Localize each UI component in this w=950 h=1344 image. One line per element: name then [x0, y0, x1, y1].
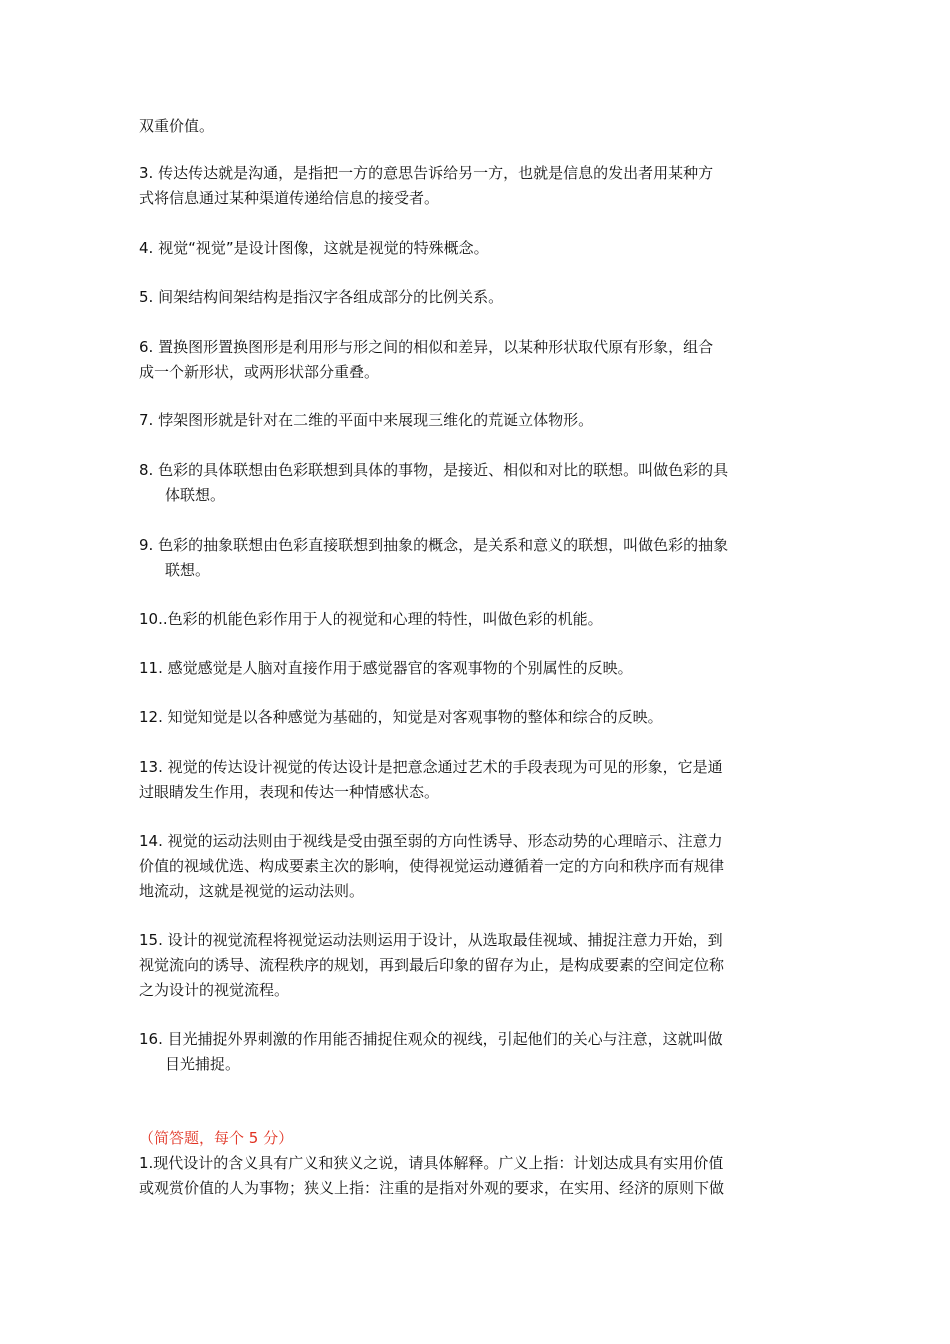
text-line: 9. 色彩的抽象联想由色彩直接联想到抽象的概念，是关系和意义的联想，叫做色彩的抽象 — [139, 536, 729, 554]
text-line: 13. 视觉的传达设计视觉的传达设计是把意念通过艺术的手段表现为可见的形象，它是通 — [139, 758, 723, 776]
text-line: 过眼睛发生作用，表现和传达一种情感状态。 — [139, 783, 440, 801]
text-line: 3. 传达传达就是沟通，是指把一方的意思告诉给另一方，也就是信息的发出者用某种方 — [139, 164, 714, 182]
text-line: 之为设计的视觉流程。 — [139, 981, 290, 999]
text-line: 地流动，这就是视觉的运动法则。 — [139, 882, 365, 900]
text-line: 14. 视觉的运动法则由于视线是受由强至弱的方向性诱导、形态动势的心理暗示、注意力 — [139, 832, 723, 850]
text-line: 12. 知觉知觉是以各种感觉为基础的，知觉是对客观事物的整体和综合的反映。 — [139, 708, 663, 726]
text-line: 6. 置换图形置换图形是利用形与形之间的相似和差异，以某种形状取代原有形象，组合 — [139, 338, 714, 356]
text-line: 或观赏价值的人为事物；狭义上指：注重的是指对外观的要求，在实用、经济的原则下做 — [139, 1179, 725, 1197]
text-line: 15. 设计的视觉流程将视觉运动法则运用于设计，从选取最佳视域、捕捉注意力开始，到 — [139, 931, 723, 949]
text-line: 7. 悖架图形就是针对在二维的平面中来展现三维化的荒诞立体物形。 — [139, 411, 594, 429]
text-line: 式将信息通过某种渠道传递给信息的接受者。 — [139, 189, 440, 207]
text-line: 视觉流向的诱导、流程秩序的规划，再到最后印象的留存为止，是构成要素的空间定位称 — [139, 956, 725, 974]
text-line: 成一个新形状，或两形状部分重叠。 — [139, 363, 380, 381]
text-line: 联想。 — [165, 561, 211, 579]
text-line: 目光捕捉。 — [165, 1055, 241, 1073]
text-line: 5. 间架结构间架结构是指汉字各组成部分的比例关系。 — [139, 288, 504, 306]
text-line: 价值的视域优选、构成要素主次的影响，使得视觉运动遵循着一定的方向和秩序而有规律 — [139, 857, 725, 875]
text-line: 11. 感觉感觉是人脑对直接作用于感觉器官的客观事物的个别属性的反映。 — [139, 659, 633, 677]
text-line: 体联想。 — [165, 486, 226, 504]
text-line: 10..色彩的机能色彩作用于人的视觉和心理的特性，叫做色彩的机能。 — [139, 610, 603, 628]
text-line: 8. 色彩的具体联想由色彩联想到具体的事物，是接近、相似和对比的联想。叫做色彩的具 — [139, 461, 729, 479]
text-line: 4. 视觉“视觉”是设计图像，这就是视觉的特殊概念。 — [139, 239, 489, 257]
text-line: 1.现代设计的含义具有广义和狭义之说，请具体解释。广义上指：计划达成具有实用价值 — [139, 1154, 724, 1172]
text-line: 16. 目光捕捉外界刺激的作用能否捕捉住观众的视线，引起他们的关心与注意，这就叫做 — [139, 1030, 723, 1048]
text-line: 双重价值。 — [139, 117, 215, 135]
section-heading: （简答题，每个 5 分） — [139, 1129, 294, 1147]
